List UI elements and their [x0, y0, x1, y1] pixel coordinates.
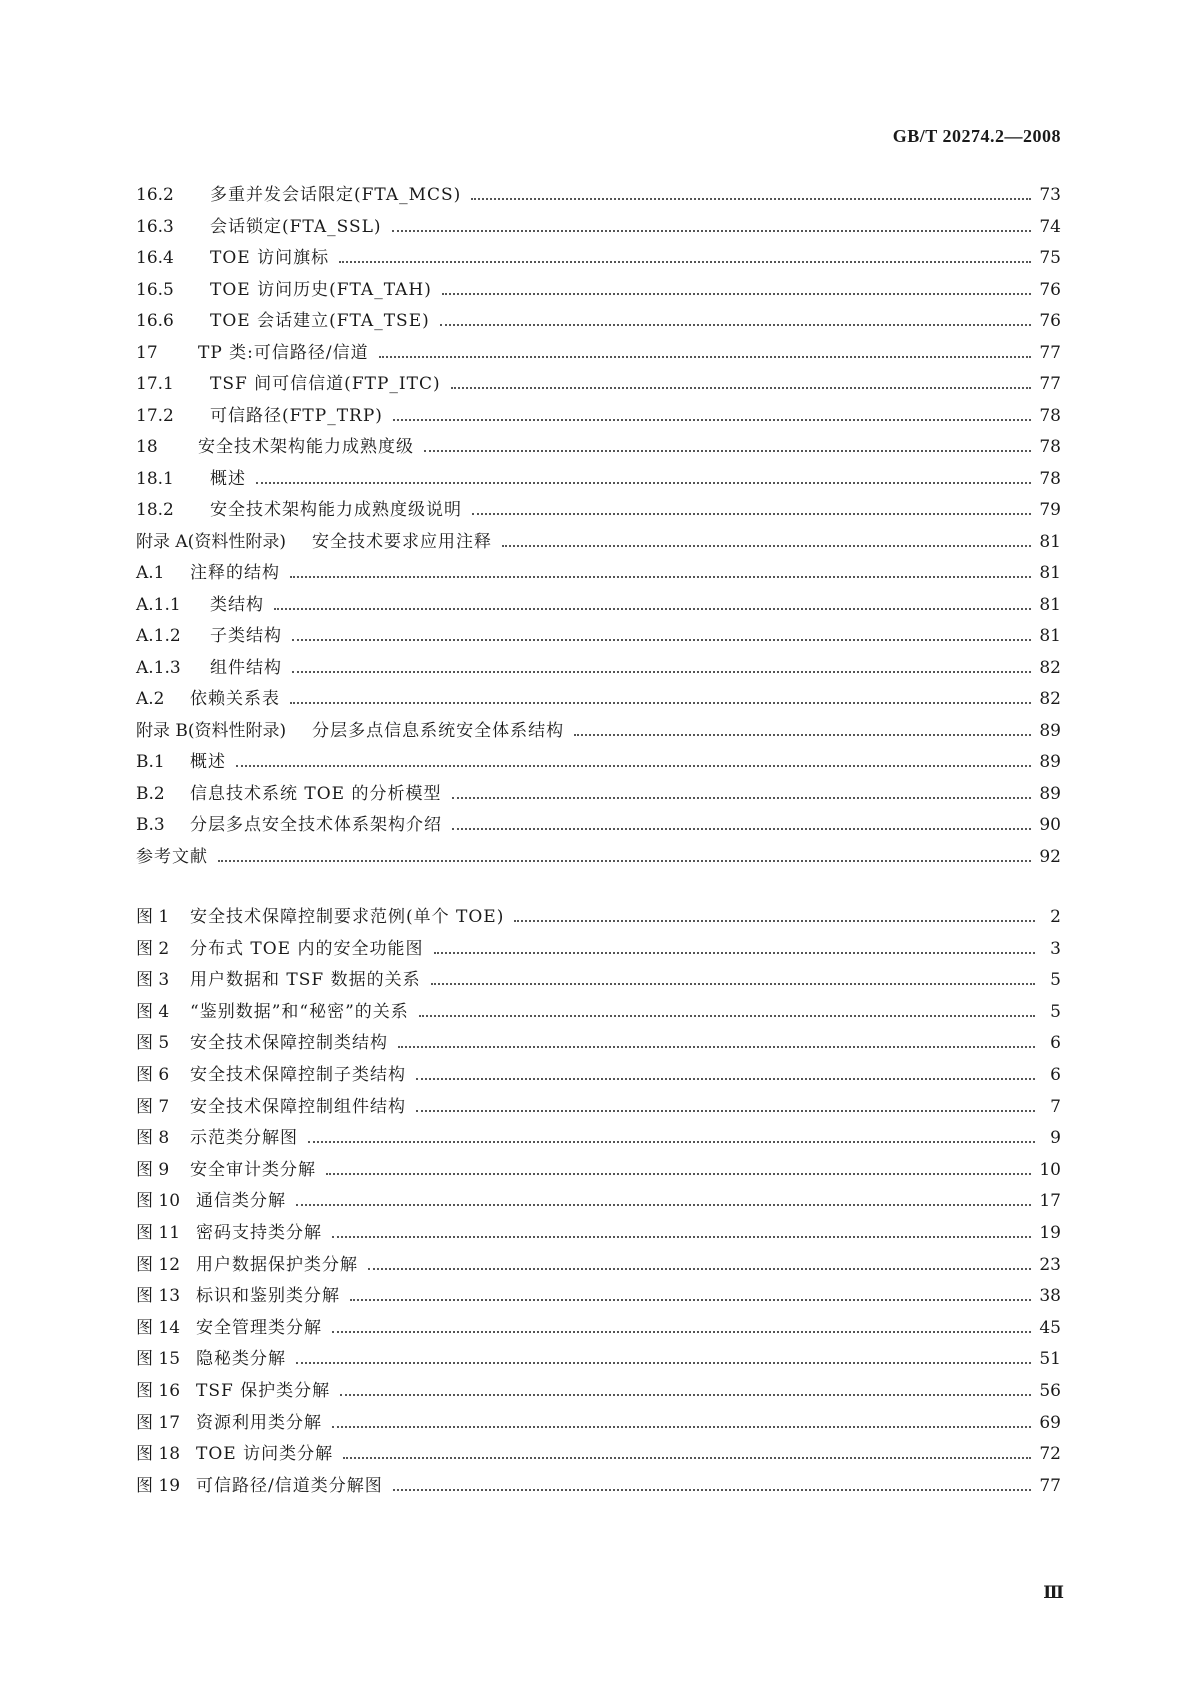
- toc-number: A.1.3: [136, 657, 181, 678]
- dot-leader: [442, 293, 1032, 295]
- figure-title: 用户数据和 TSF 数据的关系: [190, 970, 421, 991]
- figure-entry[interactable]: [136, 1218, 1061, 1250]
- dot-leader: [296, 1204, 1031, 1206]
- figure-number: 图 7: [136, 1096, 170, 1117]
- figure-title: 示范类分解图: [190, 1128, 298, 1149]
- toc-title: TSF 间可信信道(FTP_ITC): [210, 374, 441, 394]
- toc-number: 16.4: [136, 248, 174, 268]
- figure-entry[interactable]: [136, 1344, 1061, 1376]
- figure-title: 隐秘类分解: [196, 1349, 286, 1370]
- page-number: Ⅲ: [1043, 1583, 1063, 1602]
- toc-page: 89: [1039, 752, 1061, 772]
- figure-entry[interactable]: [136, 965, 1061, 997]
- toc-title: 分层多点信息系统安全体系结构: [312, 720, 565, 741]
- figure-entry[interactable]: [136, 902, 1061, 934]
- figure-entry[interactable]: [136, 1186, 1061, 1218]
- figure-page: 2: [1050, 907, 1061, 927]
- toc-number: A.2: [136, 689, 165, 709]
- toc-page: 76: [1039, 279, 1061, 300]
- dot-leader: [451, 387, 1032, 389]
- dot-leader: [419, 1015, 1035, 1017]
- toc-number: 附录 A(资料性附录): [136, 531, 286, 552]
- figure-title: 用户数据保护类分解: [196, 1254, 358, 1275]
- toc-entry[interactable]: [136, 590, 1061, 622]
- dot-leader: [218, 860, 1031, 862]
- toc-number: 16.2: [136, 185, 174, 205]
- toc-number: 16.6: [136, 311, 174, 331]
- toc-entry[interactable]: [136, 464, 1061, 496]
- toc-title: 依赖关系表: [190, 689, 280, 709]
- figure-number: 图 9: [136, 1159, 170, 1180]
- dot-leader: [340, 1394, 1031, 1396]
- toc-page: 82: [1039, 657, 1061, 678]
- toc-page: 76: [1039, 311, 1061, 331]
- dot-leader: [332, 1331, 1031, 1333]
- dot-leader: [514, 920, 1035, 922]
- figure-number: 图 13: [136, 1286, 181, 1307]
- toc-number: A.1.1: [136, 594, 181, 615]
- figure-entry[interactable]: [136, 1376, 1061, 1408]
- toc-entry[interactable]: [136, 306, 1061, 338]
- toc-page: 82: [1039, 689, 1061, 709]
- toc-title: 多重并发会话限定(FTA_MCS): [210, 185, 462, 205]
- figure-entry[interactable]: [136, 1028, 1061, 1060]
- toc-title: 安全技术要求应用注释: [311, 531, 492, 552]
- toc-number: 18.1: [136, 468, 174, 489]
- toc-entry[interactable]: [136, 432, 1061, 464]
- dot-leader: [290, 702, 1031, 704]
- figure-title: 标识和鉴别类分解: [196, 1286, 340, 1307]
- toc-title: 会话锁定(FTA_SSL): [210, 216, 382, 237]
- figure-page: 10: [1039, 1159, 1061, 1180]
- toc-title: 参考文献: [136, 846, 208, 867]
- toc-title: 安全技术架构能力成熟度级说明: [210, 500, 462, 520]
- toc-number: B.1: [136, 752, 165, 772]
- toc-number: 附录 B(资料性附录): [136, 720, 287, 741]
- figure-number: 图 8: [136, 1128, 170, 1149]
- figure-page: 5: [1050, 1001, 1061, 1022]
- toc-title: 分层多点安全技术体系架构介绍: [190, 815, 442, 835]
- toc-title: 可信路径(FTP_TRP): [210, 405, 383, 426]
- toc-number: 17.2: [136, 405, 174, 426]
- figure-entry[interactable]: [136, 1281, 1061, 1313]
- toc-number: 18.2: [136, 500, 174, 520]
- toc-title: 概述: [210, 468, 246, 489]
- toc-entry[interactable]: [136, 369, 1061, 401]
- figure-page: 6: [1050, 1033, 1061, 1054]
- figure-page: 3: [1050, 938, 1061, 959]
- figure-page: 77: [1039, 1475, 1061, 1496]
- figure-number: 图 17: [136, 1412, 181, 1433]
- toc-entry[interactable]: [136, 558, 1061, 590]
- toc-entry[interactable]: [136, 212, 1061, 244]
- figure-number: 图 18: [136, 1444, 181, 1465]
- toc-entry[interactable]: [136, 275, 1061, 307]
- toc-number: B.2: [136, 783, 165, 804]
- toc-page: 74: [1039, 216, 1061, 237]
- figure-entry[interactable]: [136, 1092, 1061, 1124]
- toc-entry[interactable]: [136, 747, 1061, 779]
- figure-page: 38: [1039, 1286, 1061, 1307]
- figure-title: 通信类分解: [196, 1191, 286, 1212]
- dot-leader: [440, 324, 1032, 326]
- toc-page: 78: [1039, 405, 1061, 426]
- dot-leader: [574, 734, 1031, 736]
- toc-page: 79: [1039, 500, 1061, 520]
- toc-title: 组件结构: [210, 657, 282, 678]
- dot-leader: [379, 356, 1032, 358]
- figure-number: 图 2: [136, 938, 170, 959]
- dot-leader: [296, 1362, 1031, 1364]
- toc-page: 89: [1039, 783, 1061, 804]
- figure-entry[interactable]: [136, 997, 1061, 1029]
- figure-page: 6: [1050, 1064, 1061, 1085]
- figure-title: 密码支持类分解: [196, 1222, 322, 1243]
- figure-title: 安全技术保障控制组件结构: [190, 1096, 406, 1117]
- dot-leader: [452, 797, 1032, 799]
- figure-entry[interactable]: [136, 1439, 1061, 1471]
- dot-leader: [332, 1236, 1031, 1238]
- dot-leader: [256, 482, 1031, 484]
- figure-title: TOE 访问类分解: [196, 1444, 334, 1465]
- toc-number: 17.1: [136, 374, 174, 394]
- toc-page: 81: [1039, 594, 1061, 615]
- dot-leader: [434, 952, 1036, 954]
- dot-leader: [308, 1141, 1035, 1143]
- figure-title: 安全管理类分解: [196, 1317, 322, 1338]
- toc-page: 73: [1039, 185, 1061, 205]
- figure-entry[interactable]: [136, 1250, 1061, 1282]
- toc-page: 90: [1039, 815, 1061, 835]
- dot-leader: [398, 1046, 1035, 1048]
- dot-leader: [416, 1078, 1035, 1080]
- dot-leader: [274, 608, 1031, 610]
- dot-leader: [472, 513, 1031, 515]
- toc-page: 92: [1039, 846, 1061, 867]
- toc-page: 89: [1039, 720, 1061, 741]
- figure-page: 51: [1039, 1349, 1061, 1370]
- dot-leader: [471, 198, 1031, 200]
- toc-title: 概述: [190, 752, 226, 772]
- toc-title: TP 类:可信路径/信道: [198, 342, 369, 363]
- dot-leader: [292, 639, 1031, 641]
- toc-page: 75: [1039, 248, 1061, 268]
- toc-title: 子类结构: [210, 626, 282, 646]
- toc-page: 78: [1039, 437, 1061, 457]
- figure-entry[interactable]: [136, 934, 1061, 966]
- toc-page: 77: [1039, 374, 1061, 394]
- figure-number: 图 12: [136, 1254, 181, 1275]
- toc-figures: [136, 902, 1061, 1502]
- figure-entry[interactable]: [136, 1471, 1061, 1503]
- figure-title: 分布式 TOE 内的安全功能图: [190, 938, 424, 959]
- figure-number: 图 4: [136, 1001, 170, 1022]
- figure-entry[interactable]: [136, 1155, 1061, 1187]
- toc-title: TOE 访问历史(FTA_TAH): [210, 279, 432, 300]
- figure-page: 23: [1039, 1254, 1061, 1275]
- dot-leader: [236, 765, 1031, 767]
- toc-entry[interactable]: [136, 779, 1061, 811]
- toc-entry[interactable]: [136, 653, 1061, 685]
- figure-title: 可信路径/信道类分解图: [196, 1475, 383, 1496]
- dot-leader: [424, 450, 1031, 452]
- toc-entry[interactable]: [136, 842, 1061, 874]
- toc-entry[interactable]: [136, 338, 1061, 370]
- toc-page: 81: [1039, 563, 1061, 583]
- dot-leader: [431, 983, 1035, 985]
- figure-title: “鉴别数据”和“秘密”的关系: [190, 1001, 409, 1022]
- toc-title: 安全技术架构能力成熟度级: [198, 437, 414, 457]
- figure-entry[interactable]: [136, 1060, 1061, 1092]
- figure-page: 17: [1039, 1191, 1061, 1212]
- figure-entry[interactable]: [136, 1123, 1061, 1155]
- figure-number: 图 10: [136, 1191, 181, 1212]
- figure-title: 安全技术保障控制类结构: [190, 1033, 388, 1054]
- figure-number: 图 19: [136, 1475, 181, 1496]
- figure-page: 9: [1050, 1128, 1061, 1149]
- figure-title: 安全技术保障控制要求范例(单个 TOE): [190, 907, 505, 927]
- toc-number: 18: [136, 437, 158, 457]
- toc-title: 注释的结构: [190, 563, 280, 583]
- dot-leader: [326, 1173, 1031, 1175]
- figure-title: 安全审计类分解: [190, 1159, 316, 1180]
- toc-entry[interactable]: [136, 401, 1061, 433]
- dot-leader: [392, 230, 1032, 232]
- dot-leader: [290, 576, 1031, 578]
- figure-number: 图 11: [136, 1222, 181, 1243]
- figure-page: 69: [1039, 1412, 1061, 1433]
- figure-number: 图 6: [136, 1064, 170, 1085]
- figure-page: 72: [1039, 1444, 1061, 1465]
- document-id: GB/T 20274.2—2008: [892, 126, 1061, 146]
- toc-entry[interactable]: [136, 810, 1061, 842]
- toc-entry[interactable]: [136, 684, 1061, 716]
- toc-entry[interactable]: [136, 621, 1061, 653]
- toc-page: 81: [1039, 531, 1061, 552]
- dot-leader: [393, 1489, 1032, 1491]
- figure-number: 图 14: [136, 1317, 181, 1338]
- figure-number: 图 3: [136, 970, 170, 991]
- figure-number: 图 5: [136, 1033, 170, 1054]
- toc-title: TOE 会话建立(FTA_TSE): [210, 311, 430, 331]
- dot-leader: [393, 419, 1031, 421]
- toc-title: TOE 访问旗标: [210, 248, 330, 268]
- dot-leader: [343, 1457, 1031, 1459]
- toc-entry[interactable]: [136, 180, 1061, 212]
- toc-entry[interactable]: [136, 495, 1061, 527]
- figure-title: 资源利用类分解: [196, 1412, 322, 1433]
- toc-title: 类结构: [210, 594, 264, 615]
- figure-page: 45: [1039, 1317, 1061, 1338]
- toc-number: 16.3: [136, 216, 174, 237]
- dot-leader: [452, 828, 1031, 830]
- dot-leader: [332, 1426, 1031, 1428]
- toc-entry[interactable]: [136, 527, 1061, 559]
- figure-page: 7: [1050, 1096, 1061, 1117]
- figure-number: 图 1: [136, 907, 170, 927]
- figure-number: 图 16: [136, 1380, 181, 1401]
- figure-page: 5: [1050, 970, 1061, 991]
- toc-page: 77: [1039, 342, 1061, 363]
- dot-leader: [416, 1110, 1035, 1112]
- toc-number: A.1: [136, 563, 165, 583]
- toc-number: B.3: [136, 815, 165, 835]
- figure-page: 19: [1039, 1222, 1061, 1243]
- dot-leader: [339, 261, 1031, 263]
- toc-page: 81: [1039, 626, 1061, 646]
- figure-entry[interactable]: [136, 1408, 1061, 1440]
- figure-number: 图 15: [136, 1349, 181, 1370]
- dot-leader: [350, 1299, 1031, 1301]
- toc-number: A.1.2: [136, 626, 181, 646]
- figure-title: 安全技术保障控制子类结构: [190, 1064, 406, 1085]
- toc-main: [136, 180, 1061, 873]
- toc-entry[interactable]: [136, 716, 1061, 748]
- dot-leader: [368, 1268, 1031, 1270]
- dot-leader: [502, 545, 1031, 547]
- toc-number: 16.5: [136, 279, 174, 300]
- figure-title: TSF 保护类分解: [196, 1380, 331, 1401]
- toc-page: 78: [1039, 468, 1061, 489]
- toc-entry[interactable]: [136, 243, 1061, 275]
- toc-title: 信息技术系统 TOE 的分析模型: [190, 783, 442, 804]
- toc-number: 17: [136, 342, 158, 363]
- dot-leader: [292, 671, 1031, 673]
- figure-page: 56: [1039, 1380, 1061, 1401]
- figure-entry[interactable]: [136, 1313, 1061, 1345]
